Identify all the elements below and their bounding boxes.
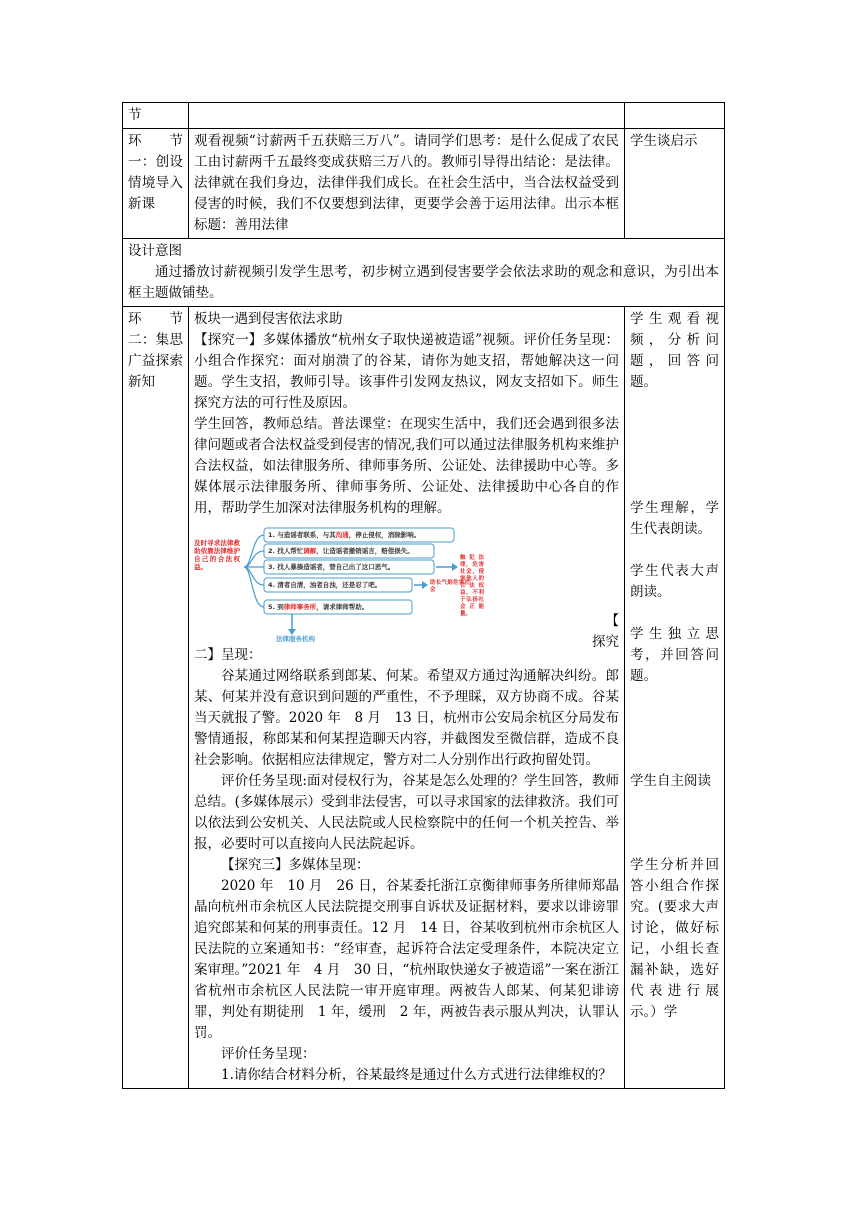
summary-paragraph: 学生回答，教师总结。普法课堂：在现实生活中，我们还会遇到很多法律问题或者合法权益受到侵害的情况,我们可以通过法律服务机构来维护合法权益，如法律服务所、律师事务所、公证处、法律援助中心等。多媒体展示法律服务所、律师事务所、公证处、法律援助中心各自的作用，帮助学生加深对法律服务机构的理解。: [194, 416, 619, 516]
stage-content-2: [189, 307, 633, 1089]
table-row: [123, 129, 725, 239]
mind-map-note-4: 助长气焰危害社会: [430, 580, 470, 593]
inquiry-one: 【探究一】多媒体播放“杭州女子取快递被造谣”视频。评价任务呈现：小组合作探究：面对崩溃了的谷某，请你为她支招，帮她解决这一问题。学生支招，教师引导。该事件引发网友热议，网友支招如下。师生探究方法的可行性及原因。: [194, 332, 619, 411]
evaluation-task-heading: 评价任务呈现：: [221, 1046, 316, 1062]
table-row: [123, 103, 725, 129]
student-note-4: 学生独立思考，并回答问题。: [630, 626, 719, 684]
mind-map-left-label: 及时寻求法律救助依靠法律维护自己的合法权益。: [194, 539, 240, 571]
student-note-6: 学生分析并回答小组合作探究。(要求大声讨论，做好标记，小组长查漏补缺，选好代表进行展示。）学: [630, 857, 719, 1020]
mind-map-figure: [194, 525, 484, 643]
inquiry-two-heading: 二】呈现：: [194, 647, 262, 663]
stage-content-1: 观看视频“讨薪两千五获赔三万八”。请同学们思考：是什么促成了农民工由讨薪两千五最终变成获赔三万八的。教师引导得出结论：是法律。法律就在我们身边，法律伴我们成长。在社会生活中，当合法权益受到侵害的时候，我们不仅要想到法律，更要学会善于运用法律。出示本框标题：善用法律: [189, 129, 625, 239]
design-intent-cell: [123, 239, 725, 307]
question-one: 1.请你结合材料分析，谷某最终是通过什么方式进行法律维权的？: [221, 1067, 612, 1083]
lesson-plan-table: [122, 102, 725, 1089]
table-row: [123, 307, 725, 1089]
mind-map-note-3: 触犯法律，危害社会，侵害他人的合法权益，不利于弘扬社会正能量。: [460, 555, 484, 617]
student-note-2: 学生理解，学生代表朗读。: [630, 500, 719, 537]
mind-map-item-3: 3. 找人暴揍造谣者，替自己出了这口恶气。: [268, 563, 395, 571]
stage-label-1: 环 节一：创设情境导入新课: [123, 129, 189, 239]
student-note-3: 学生代表大声朗读。: [630, 563, 719, 600]
mind-map-bottom-label: 法律服务机构: [276, 635, 315, 643]
block-title: 板块一遇到侵害依法求助: [194, 311, 343, 327]
inquiry-three-material: 2020 年 10 月 26 日，谷某委托浙江京衡律师事务所律师郑晶晶向杭州市余杭区人民法院提交刑事自诉状及证据材料，要求以诽谤罪追究郎某和何某的刑事责任。12 月 14 日，谷某收到杭州市余杭区人民法院的立案通知书：“经审查，起诉符合法定受理条件，本院决定立案审理。”2021 年 4 月 30 日，“杭州取快递女子被造谣”一案在浙江省杭州市余杭区人民法院一审开庭审理。两被告人郎某、何某犯诽谤罪，判处有期徒刑 1 年，缓刑 2 年，两被告表示服从判决，认罪认罚。: [194, 878, 619, 1041]
mind-map-item-1: 1. 与造谣者联系，与其沟通，停止侵权，消除影响。: [268, 531, 421, 539]
inquiry-two-marker: 【 探究: [592, 613, 633, 650]
mind-map-item-5: 5. 到律师事务所，请求律师帮助。: [268, 603, 369, 611]
inquiry-two-material: 谷某通过网络联系到郎某、何某。希望双方通过沟通解决纠纷。郎某、何某并没有意识到问题的严重性，不予理睬，双方协商不成。谷某当天就报了警。2020 年 8 月 13 日，杭州市公安局余杭区分局发布警情通报，称郎某和何某捏造聊天内容，并截图发至微信群，造成不良社会影响。依据相应法律规定，警方对二人分别作出行政拘留处罚。: [194, 668, 619, 768]
student-note-1: 学生观看视频，分析问题，回答问题。: [630, 311, 719, 390]
design-intent-text: 通过播放讨薪视频引发学生思考，初步树立遇到侵害要学会依法求助的观念和意识，为引出本框主题做铺垫。: [128, 264, 719, 301]
cell-stage: 节: [123, 103, 189, 129]
mind-map-item-2: 2. 找人帮忙调解，让造谣者撤销谣言，赔偿损失。: [268, 547, 414, 555]
table-row: [123, 239, 725, 307]
cell-student: [625, 103, 725, 129]
student-activity-2: [625, 307, 725, 1089]
inquiry-three-heading: 【探究三】多媒体呈现：: [221, 857, 370, 873]
student-note-5: 学生自主阅读: [630, 773, 711, 789]
mind-map-item-4: 4. 清者自清，浊者自浊，还是忍了吧。: [268, 581, 382, 589]
cell-content: [189, 103, 625, 129]
student-activity-1: 学生谈启示: [625, 129, 725, 239]
design-intent-heading: 设计意图: [128, 243, 182, 259]
figure-wrap: [194, 525, 633, 650]
stage-label-2: 环 节二：集思广益探索新知: [123, 307, 189, 1089]
inquiry-two-task: 评价任务呈现:面对侵权行为，谷某是怎么处理的？学生回答，教师总结。(多媒体展示）受到非法侵害，可以寻求国家的法律救济。我们可以依法到公安机关、人民法院或人民检察院中的任何一个机关控告、举报，必要时可以直接向人民法院起诉。: [194, 773, 619, 852]
